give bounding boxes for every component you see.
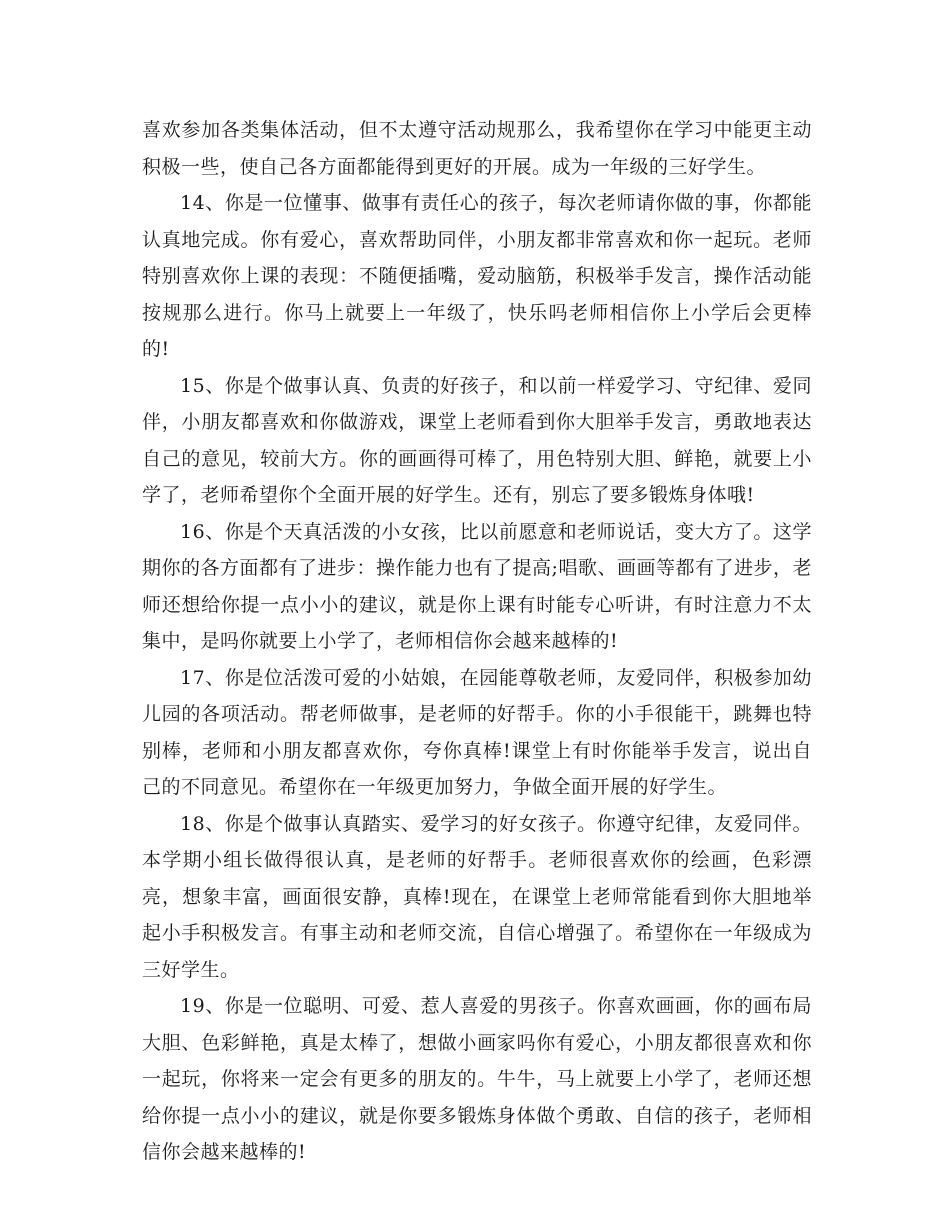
paragraph-19: 19、你是一位聪明、可爱、惹人喜爱的男孩子。你喜欢画画，你的画布局大胆、色彩鲜艳，真是太棒了，想做小画家吗你有爱心，小朋友都很喜欢和你一起玩，你将来一定会有更多的朋友的。牛牛，马上就要上小学了，老师还想给你提一点小小的建议，就是你要多锻炼身体做个勇敢、自信的孩子，老师相信你会越来越棒的!: [142, 995, 812, 1163]
paragraph-15: 15、你是个做事认真、负责的好孩子，和以前一样爱学习、守纪律、爱同伴，小朋友都喜欢和你做游戏，课堂上老师看到你大胆举手发言，勇敢地表达自己的意见，较前大方。你的画画得可棒了，用色特别大胆、鲜艳，就要上小学了，老师希望你个全面开展的好学生。还有，别忘了要多锻炼身体哦!: [142, 374, 812, 506]
paragraph-18: 18、你是个做事认真踏实、爱学习的好女孩子。你遵守纪律，友爱同伴。本学期小组长做得很认真，是老师的好帮手。老师很喜欢你的绘画，色彩漂亮，想象丰富，画面很安静，真棒!现在，在课堂上老师常能看到你大胆地举起小手积极发言。有事主动和老师交流，自信心增强了。希望你在一年级成为三好学生。: [142, 812, 812, 981]
paragraph-16: 16、你是个天真活泼的小女孩，比以前愿意和老师说话，变大方了。这学期你的各方面都有了进步：操作能力也有了提高;唱歌、画画等都有了进步，老师还想给你提一点小小的建议，就是你上课有时能专心听讲，有时注意力不太集中，是吗你就要上小学了，老师相信你会越来越棒的!: [142, 520, 812, 652]
paragraph-17: 17、你是位活泼可爱的小姑娘，在园能尊敬老师，友爱同伴，积极参加幼儿园的各项活动。帮老师做事，是老师的好帮手。你的小手很能干，跳舞也特别棒，老师和小朋友都喜欢你，夸你真棒!课堂上有时你能举手发言，说出自己的不同意见。希望你在一年级更加努力，争做全面开展的好学生。: [142, 666, 812, 798]
paragraph-14: 14、你是一位懂事、做事有责任心的孩子，每次老师请你做的事，你都能认真地完成。你有爱心，喜欢帮助同伴，小朋友都非常喜欢和你一起玩。老师特别喜欢你上课的表现：不随便插嘴，爱动脑筋，积极举手发言，操作活动能按规那么进行。你马上就要上一年级了，快乐吗老师相信你上小学后会更棒的!: [142, 192, 812, 360]
paragraph-13-continuation: 喜欢参加各类集体活动，但不太遵守活动规那么，我希望你在学习中能更主动积极一些，使自己各方面都能得到更好的开展。成为一年级的三好学生。: [142, 119, 812, 178]
document-body: [142, 112, 812, 1171]
